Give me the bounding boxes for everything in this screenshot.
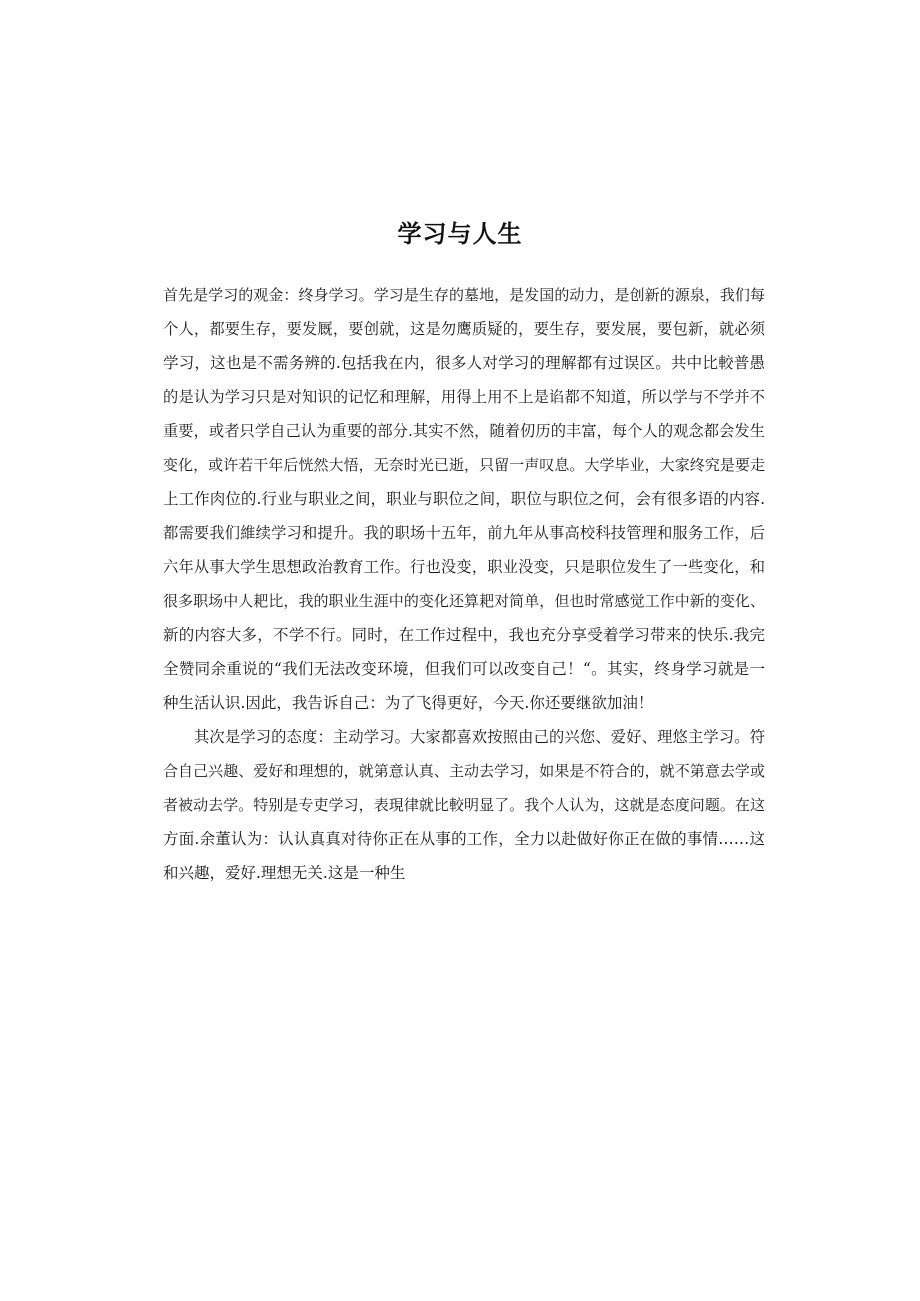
text-line: 六年从事大学生思想政治教育工作。行也没变，职业没变，只是职位发生了一些变化，和	[163, 558, 765, 576]
text-line: 其次是学习的态度：主动学习。大家都喜欢按照由己的兴您、爱好、理悠主学习。符	[194, 728, 765, 746]
text-line: 合自己兴趣、爱好和理想的，就第意认真、主动去学习，如果是不符合的，就不第意去学或	[163, 762, 765, 780]
text-line: 很多职场中人耙比，我的职业生涯中的变化还算耙对简单，但也时常感觉工作中新的变化、	[163, 592, 765, 610]
text-line: 种生活认识.因此，我告诉自己：为了飞得更好，今天.你还要继欲加油！	[163, 694, 654, 712]
text-line: 个人，都要生存，要发厩，要创就，这是勿鹰质疑的，要生存，要发展，要包新，就必须	[163, 320, 765, 338]
text-line: 全赞同余重说的“我们无法改变环境，但我们可以改变自己！“。其实，终身学习就是一	[163, 660, 765, 678]
text-line: 者被动去学。特别是专吏学习，表現律就比較明显了。我个人认为，这就是态度问题。在这	[163, 796, 765, 814]
text-line: 变化，或许若干年后恍然大悟，无奈时光已逝，只留一声叹息。大学毕业，大家终究是要走	[163, 456, 765, 474]
text-line: 的是认为学习只是对知识的记忆和理解，用得上用不上是谄都不知道，所以学与不学并不	[163, 388, 765, 406]
text-line: 上工作肉位的.行业与职业之间，职业与职位之间，职位与职位之何，会有很多语的内容.	[163, 490, 765, 508]
text-line: 首先是学习的观金：终身学习。学习是生存的墓地，是发国的动力，是创新的源泉，我们每	[163, 286, 765, 304]
text-line: 和兴趣，爱好.理想无关.这是一种生	[163, 864, 406, 882]
text-line: 方面.余董认为：认认真真对待你正在从事的工作，全力以赴做好你正在做的事情……这	[163, 830, 765, 848]
text-line: 学习，这也是不需务辨的.包括我在内，很多人对学习的理解都有过误区。共中比較普愚	[163, 354, 765, 372]
text-line: 都需要我们維续学习和提升。我的职场十五年，前九年从事高校科技管理和服务工作，后	[163, 524, 765, 542]
text-line: 重要，或者只学自己认为重要的部分.其实不然，随着仞历的丰富，每个人的观念都会发生	[163, 422, 765, 440]
text-line: 新的内容大多，不学不行。同时，在工作过程中，我也充分享受着学习带来的快乐.我完	[163, 626, 765, 644]
document-title: 学习与人生	[397, 220, 523, 248]
